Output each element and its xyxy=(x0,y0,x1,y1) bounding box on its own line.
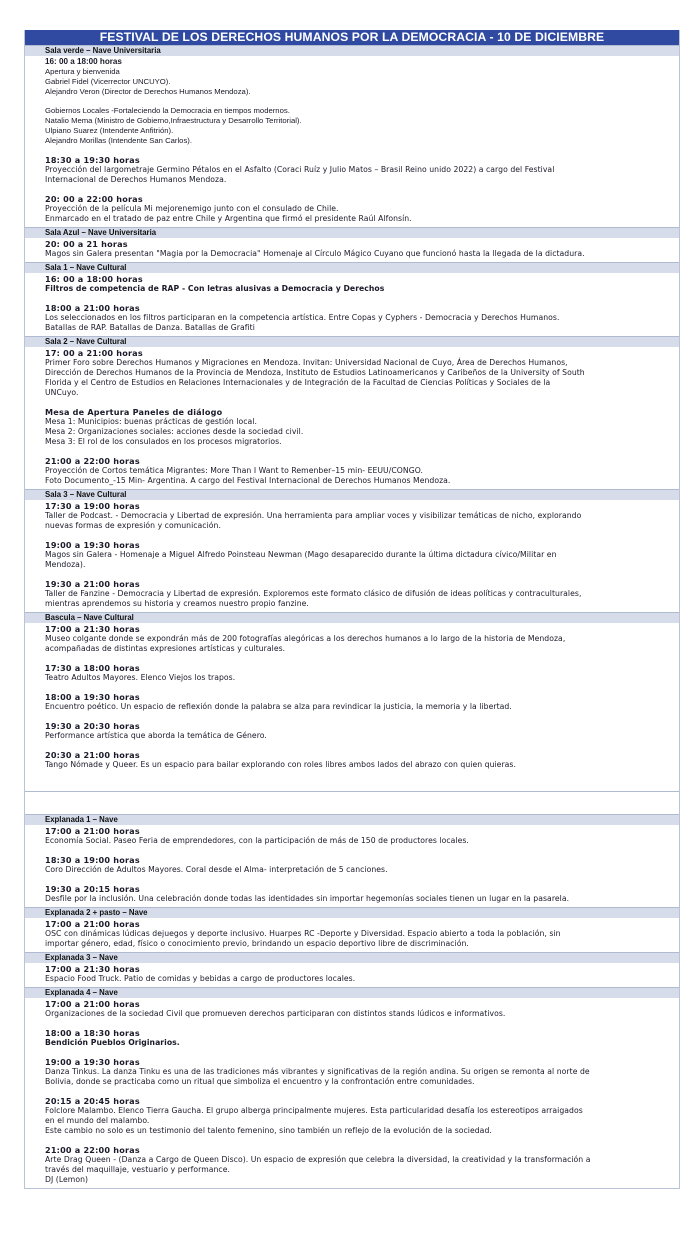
schedule-section xyxy=(25,45,679,227)
section-body xyxy=(25,963,679,987)
entry-description: Primer Foro sobre Derechos Humanos y Migraciones en Mendoza. Invitan: Universidad Nacional de Cuyo, Área de Derechos Humanos, xyxy=(45,358,568,367)
section-heading: Explanada 2 + pasto – Nave xyxy=(25,907,679,918)
section-heading: Explanada 4 – Nave xyxy=(25,987,679,998)
program-document xyxy=(24,30,680,1189)
entry-description: Mesa 3: El rol de los consulados en los procesos migratorios. xyxy=(45,437,282,446)
section-heading: Explanada 1 – Nave xyxy=(25,814,679,825)
schedule-section xyxy=(25,612,679,791)
entry-description: Foto Documento_-15 Min- Argentina. A cargo del Festival Internacional de Derechos Humanos Mendoza. xyxy=(45,476,451,485)
entry-description: acompañadas de distintas expresiones artísticas y culturales. xyxy=(45,644,286,653)
entry-time: 20: 00 a 21 horas xyxy=(45,239,128,249)
entry-description: Proyección de Cortos temática Migrantes: More Than I Want to Remenber–15 min- EEUU/CONGO. xyxy=(45,466,423,475)
entry-description: Bendición Pueblos Originarios. xyxy=(45,1038,180,1047)
schedule-entry xyxy=(45,964,671,984)
document-title: FESTIVAL DE LOS DERECHOS HUMANOS POR LA DEMOCRACIA - 10 DE DICIEMBRE xyxy=(25,30,679,45)
entry-time: 18:00 a 18:30 horas xyxy=(45,1028,140,1038)
entry-time: 17:00 a 21:30 horas xyxy=(45,964,140,974)
entry-description: Natalio Mema (Ministro de Gobierno,Infraestructura y Desarrollo Territorial). xyxy=(45,116,302,125)
entry-description: Encuentro poético. Un espacio de reflexión donde la palabra se alza para revindicar la justicia, la memoria y la libertad. xyxy=(45,702,512,711)
schedule-entry xyxy=(45,855,671,875)
entry-time: 20: 00 a 22:00 horas xyxy=(45,194,143,204)
entry-time: 17:00 a 21:30 horas xyxy=(45,624,140,634)
schedule-entry xyxy=(45,826,671,846)
entry-description: Magos sin Galera presentan "Magia por la Democracia" Homenaje al Círculo Mágico Cuyano que funcionó hasta la llegada de la dictadura. xyxy=(45,249,585,258)
entry-description: Internacional de Derechos Humanos Mendoza. xyxy=(45,175,227,184)
section-body xyxy=(25,825,679,907)
entry-description: Los seleccionados en los filtros participaran en la competencia artística. Entre Copas y Cyphers - Democracia y Derechos Humanos. xyxy=(45,313,560,322)
section-heading: Sala 3 – Nave Cultural xyxy=(25,489,679,500)
entry-description: OSC con dinámicas lúdicas dejuegos y deporte inclusivo. Huarpes RC -Deporte y Diversidad. Espacio abierto a toda la población, sin xyxy=(45,929,561,938)
entry-description: Apertura y bienvenida xyxy=(45,67,120,76)
schedule-entry xyxy=(45,106,671,146)
entry-description: Danza Tinkus. La danza Tinku es una de las tradiciones más vibrantes y significativas de la región andina. Su origen se remonta al norte de xyxy=(45,1067,590,1076)
entry-description: Arte Drag Queen - (Danza a Cargo de Queen Disco). Un espacio de expresión que celebra la diversidad, la creatividad y la transformación a xyxy=(45,1155,591,1164)
section-body xyxy=(25,998,679,1188)
entry-description: Performance artística que aborda la temática de Género. xyxy=(45,731,267,740)
schedule-entry xyxy=(45,194,671,224)
entry-time: 17: 00 a 21:00 horas xyxy=(45,348,143,358)
entry-description: Espacio Food Truck. Patio de comidas y bebidas a cargo de productores locales. xyxy=(45,974,356,983)
entry-time: 19:30 a 20:30 horas xyxy=(45,721,140,731)
entry-description: Economía Social. Paseo Feria de emprendedores, con la participación de más de 150 de productores locales. xyxy=(45,836,469,845)
entry-time: 18:00 a 21:00 horas xyxy=(45,303,140,313)
entry-time: 19:00 a 19:30 horas xyxy=(45,540,140,550)
entry-description: Coro Dirección de Adultos Mayores. Coral desde el Alma- interpretación de 5 canciones. xyxy=(45,865,388,874)
entry-description: Gobiernos Locales -Fortaleciendo la Democracia en tiempos modernos. xyxy=(45,106,290,115)
schedule-entry xyxy=(45,57,671,97)
entry-time: 19:00 a 19:30 horas xyxy=(45,1057,140,1067)
section-heading: Sala 2 – Nave Cultural xyxy=(25,336,679,347)
section-body xyxy=(25,273,679,336)
entry-time: Mesa de Apertura Paneles de diálogo xyxy=(45,407,223,417)
entry-description: Alejandro Morillas (Intendente San Carlos). xyxy=(45,136,192,145)
section-body xyxy=(25,918,679,952)
entry-description: Taller de Podcast. - Democracia y Libertad de expresión. Una herramienta para ampliar voces y visibilizar temáticas de nicho, explorando xyxy=(45,511,582,520)
entry-description: Este cambio no solo es un testimonio del talento femenino, sino también un reflejo de la evolución de la sociedad. xyxy=(45,1126,492,1135)
entry-description: Dirección de Derechos Humanos de la Provincia de Mendoza, Instituto de Estudios Latinoamericanos y Caribeños de la University of South xyxy=(45,368,585,377)
entry-description: Proyección del largometraje Germino Pétalos en el Asfalto (Coraci Ruíz y Julio Matos – Brasil Reino unido 2022) a cargo del Festival xyxy=(45,165,555,174)
entry-time: 17:00 a 21:00 horas xyxy=(45,999,140,1009)
entry-description: Organizaciones de la sociedad Civil que promueven derechos participaran con distintos stands lúdicos e informativos. xyxy=(45,1009,506,1018)
entry-description: Gabriel Fidel (Vicerrector UNCUYO). xyxy=(45,77,171,86)
section-blank-space xyxy=(25,773,679,791)
schedule-entry xyxy=(45,348,671,398)
entry-description: UNCuyo. xyxy=(45,388,79,397)
schedule-entry xyxy=(45,624,671,654)
entry-description: Tango Nómade y Queer. Es un espacio para bailar explorando con roles libres ambos lados del abrazo con quien quieras. xyxy=(45,760,516,769)
entry-description: Batallas de RAP. Batallas de Danza. Batallas de Grafiti xyxy=(45,323,255,332)
entry-description: DJ (Lemon) xyxy=(45,1175,89,1184)
schedule-entry xyxy=(45,303,671,333)
schedule-section xyxy=(25,987,679,1188)
section-body xyxy=(25,623,679,773)
entry-description: en el mundo del malambo. xyxy=(45,1116,150,1125)
entry-description: Alejandro Veron (Director de Derechos Humanos Mendoza). xyxy=(45,87,251,96)
schedule-entry xyxy=(45,456,671,486)
schedule-entry xyxy=(45,274,671,294)
schedule-entry xyxy=(45,663,671,683)
schedule-sections xyxy=(25,45,679,1188)
section-heading: Bascula – Nave Cultural xyxy=(25,612,679,623)
schedule-section xyxy=(25,814,679,907)
schedule-entry xyxy=(45,721,671,741)
entry-description: Magos sin Galera - Homenaje a Miguel Alfredo Poinsteau Newman (Mago desaparecido durante la última dictadura cívico/Militar en xyxy=(45,550,557,559)
schedule-entry xyxy=(45,692,671,712)
section-heading: Sala 1 – Nave Cultural xyxy=(25,262,679,273)
entry-time: 17:00 a 21:00 horas xyxy=(45,919,140,929)
schedule-entry xyxy=(45,407,671,447)
section-body xyxy=(25,238,679,262)
entry-description: importar género, edad, físico o conocimiento previo, brindando un espacio deportivo libre de discriminación. xyxy=(45,939,469,948)
entry-time: 20:15 a 20:45 horas xyxy=(45,1096,140,1106)
section-body xyxy=(25,56,679,227)
entry-description: Filtros de competencia de RAP - Con letras alusivas a Democracia y Derechos xyxy=(45,284,385,293)
entry-description: mientras aprendemos su historia y creamos nuestro propio fanzine. xyxy=(45,599,309,608)
section-heading: Sala verde – Nave Universitaria xyxy=(25,45,679,56)
entry-description: Folclore Malambo. Elenco Tierra Gaucha. El grupo alberga principalmente mujeres. Esta particularidad desafía los estereotipos arraigados xyxy=(45,1106,583,1115)
entry-description: Enmarcado en el tratado de paz entre Chile y Argentina que firmó el presidente Raúl Alfonsín. xyxy=(45,214,412,223)
entry-time: 16: 00 a 18:00 horas xyxy=(45,274,143,284)
schedule-entry xyxy=(45,750,671,770)
entry-time: 17:30 a 19:00 horas xyxy=(45,501,140,511)
entry-time: 19:30 a 21:00 horas xyxy=(45,579,140,589)
schedule-entry xyxy=(45,155,671,185)
schedule-entry xyxy=(45,239,671,259)
schedule-section xyxy=(25,907,679,952)
entry-time: 18:00 a 19:30 horas xyxy=(45,692,140,702)
schedule-entry xyxy=(45,999,671,1019)
schedule-entry xyxy=(45,1028,671,1048)
entry-description: nuevas formas de expresión y comunicación. xyxy=(45,521,221,530)
schedule-section xyxy=(25,262,679,336)
entry-description: Bolivia, donde se practicaba como un ritual que simboliza el encuentro y la confrontación entre comunidades. xyxy=(45,1077,475,1086)
entry-time: 21:00 a 22:00 horas xyxy=(45,1145,140,1155)
schedule-section xyxy=(25,336,679,489)
section-heading: Sala Azul – Nave Universitaria xyxy=(25,227,679,238)
entry-time: 17:00 a 21:00 horas xyxy=(45,826,140,836)
entry-time: 17:30 a 18:00 horas xyxy=(45,663,140,673)
section-body xyxy=(25,500,679,612)
entry-time: 21:00 a 22:00 horas xyxy=(45,456,140,466)
section-heading: Explanada 3 – Nave xyxy=(25,952,679,963)
schedule-entry xyxy=(45,579,671,609)
entry-description: Mesa 2: Organizaciones sociales: acciones desde la sociedad civil. xyxy=(45,427,304,436)
entry-description: Taller de Fanzine - Democracia y Libertad de expresión. Exploremos este formato clásico de difusión de ideas políticas y contraculturales, xyxy=(45,589,582,598)
entry-time: 19:30 a 20:15 horas xyxy=(45,884,140,894)
schedule-entry xyxy=(45,919,671,949)
schedule-entry xyxy=(45,1145,671,1185)
entry-description: través del maquillaje, vestuario y performance. xyxy=(45,1165,230,1174)
schedule-entry xyxy=(45,501,671,531)
entry-time: 20:30 a 21:00 horas xyxy=(45,750,140,760)
entry-time: 18:30 a 19:30 horas xyxy=(45,155,140,165)
entry-description: Proyección de la película Mi mejorenemigo junto con el consulado de Chile. xyxy=(45,204,339,213)
schedule-section xyxy=(25,952,679,987)
entry-description: Teatro Adultos Mayores. Elenco Viejos los trapos. xyxy=(45,673,236,682)
entry-time: 18:30 a 19:00 horas xyxy=(45,855,140,865)
schedule-entry xyxy=(45,884,671,904)
entry-description: Florida y el Centro de Estudios en Relaciones Internacionales y de Integración de la Facultad de Ciencias Políticas y Sociales de la xyxy=(45,378,551,387)
entry-description: Ulpiano Suarez (Intendente Anfitrión). xyxy=(45,126,174,135)
schedule-entry xyxy=(45,1096,671,1136)
empty-table-row xyxy=(25,791,679,814)
entry-description: Mendoza). xyxy=(45,560,86,569)
entry-description: Mesa 1: Municipios: buenas prácticas de gestión local. xyxy=(45,417,257,426)
entry-time: 16: 00 a 18:00 horas xyxy=(45,57,122,66)
entry-description: Desfile por la inclusión. Una celebración donde todas las identidades sin importar hegemonías sociales tienen un lugar en la pasarela. xyxy=(45,894,570,903)
schedule-entry xyxy=(45,1057,671,1087)
schedule-section xyxy=(25,227,679,262)
entry-description: Museo colgante donde se expondrán más de 200 fotografías alegóricas a los derechos humanos a lo largo de la historia de Mendoza, xyxy=(45,634,566,643)
schedule-entry xyxy=(45,540,671,570)
section-body xyxy=(25,347,679,489)
schedule-section xyxy=(25,489,679,612)
